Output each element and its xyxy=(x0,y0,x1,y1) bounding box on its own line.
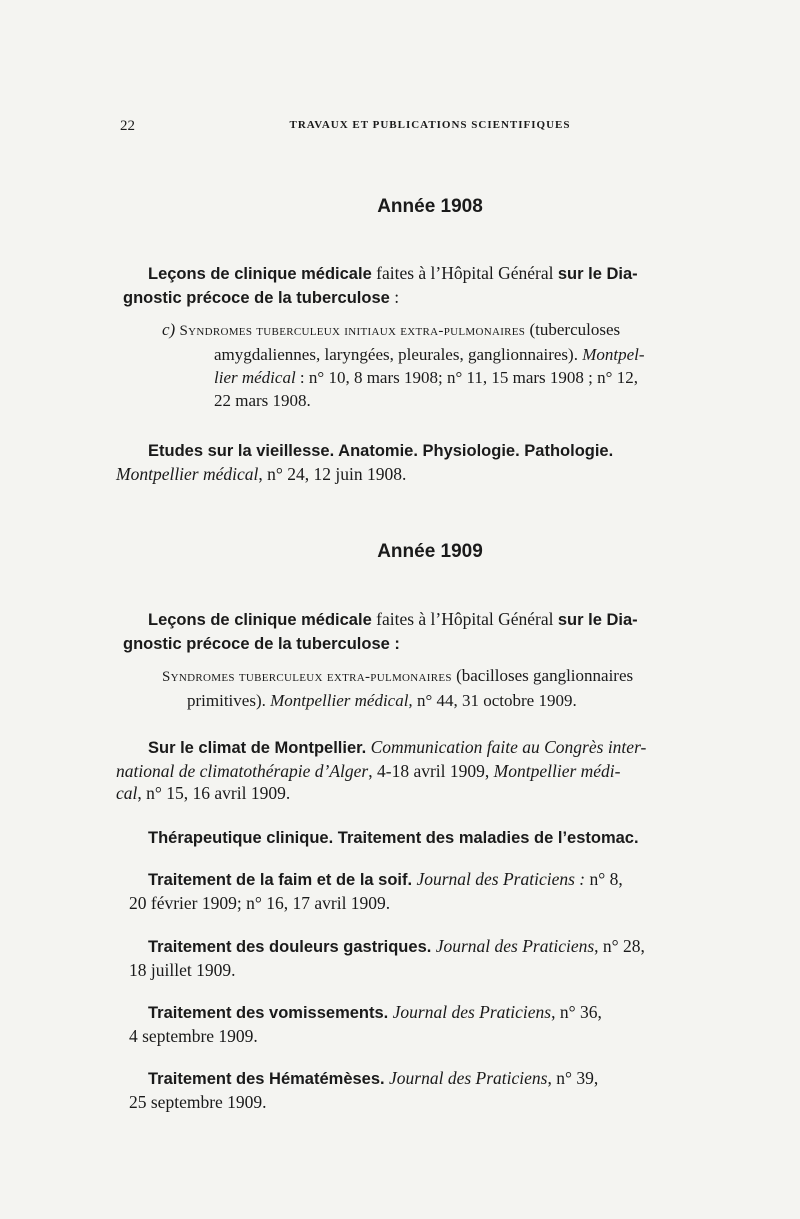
entry-item-c-1908: c) Syndromes tuberculeux initiaux extra-pulmonaires (tuberculoses amygdaliennes, laryngées, pleurales, ganglionnaires). Montpel- lier médical : n° 10, 8 mars 1908; n° 11, 15 mars 1908 ; n° 12, 22 mars 1908. xyxy=(162,320,645,410)
entry-estomac: Thérapeutique clinique. Traitement des maladies de l’estomac. xyxy=(148,829,639,847)
page-number: 22 xyxy=(120,118,135,134)
running-title: TRAVAUX ET PUBLICATIONS SCIENTIFIQUES xyxy=(289,119,571,131)
entry-climat: Sur le climat de Montpellier. Communication faite au Congrès inter- national de climatothérapie d’Alger, 4-18 avril 1909, Montpellier médi- cal, n° 15, 16 avril 1909. xyxy=(116,737,647,803)
year-heading-1909: Année 1909 xyxy=(377,541,483,562)
page-header xyxy=(120,118,740,142)
entry-douleurs: Traitement des douleurs gastriques. Journal des Praticiens, n° 28, 18 juillet 1909. xyxy=(129,936,645,980)
entry-vieillesse: Etudes sur la vieillesse. Anatomie. Physiologie. Pathologie. Montpellier médical, n° 24, 12 juin 1908. xyxy=(116,442,614,484)
year-heading-1908: Année 1908 xyxy=(377,196,483,217)
entry-hematemeses: Traitement des Hématémèses. Journal des Praticiens, n° 39, 25 septembre 1909. xyxy=(129,1068,599,1112)
entry-lecons-1908: Leçons de clinique médicale faites à l’Hôpital Général sur le Dia- gnostic précoce de la tuberculose : xyxy=(123,263,638,307)
entry-vomissements: Traitement des vomissements. Journal des Praticiens, n° 36, 4 septembre 1909. xyxy=(129,1002,602,1046)
entry-lecons-1909: Leçons de clinique médicale faites à l’Hôpital Général sur le Dia- gnostic précoce de la tuberculose : xyxy=(123,609,638,653)
entry-syndromes-1909: Syndromes tuberculeux extra-pulmonaires (bacilloses ganglionnaires primitives). Montpellier médical, n° 44, 31 octobre 1909. xyxy=(162,666,634,710)
entry-faim: Traitement de la faim et de la soif. Journal des Praticiens : n° 8, 20 février 1909; n° 16, 17 avril 1909. xyxy=(129,869,623,913)
